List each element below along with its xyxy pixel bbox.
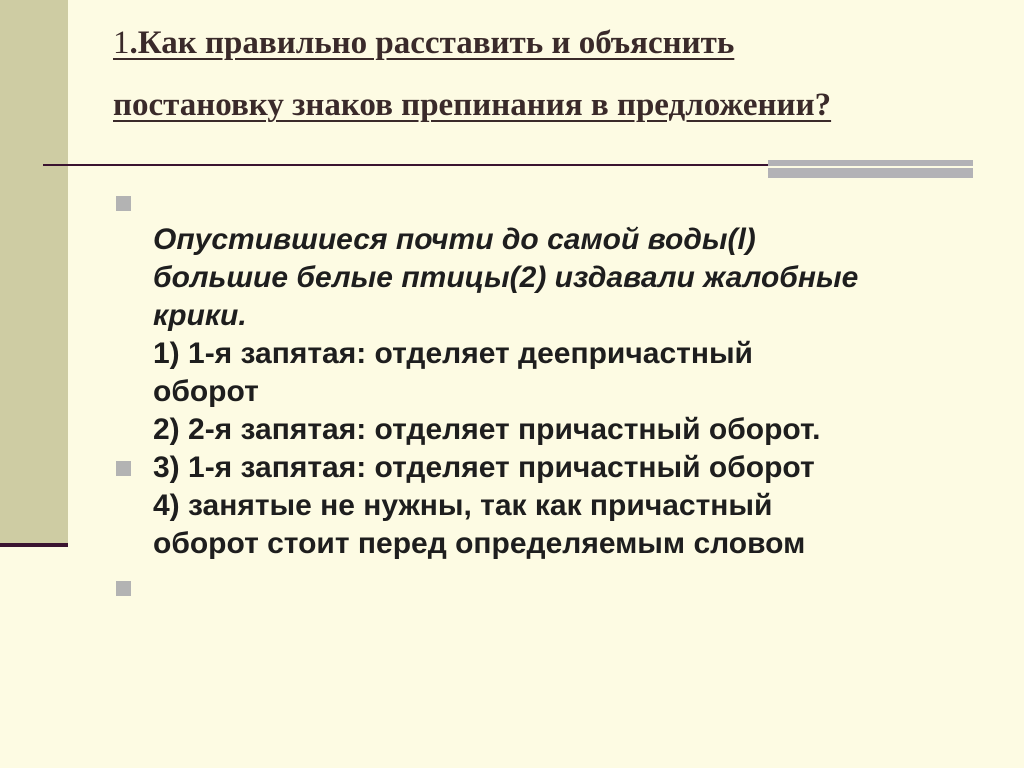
title-accent-bar bbox=[768, 160, 973, 178]
option-line: оборот стоит перед определяемым словом bbox=[153, 527, 806, 560]
title-line-1-text: .Как правильно расставить и объяснить bbox=[129, 25, 735, 61]
title-line-1 bbox=[113, 12, 993, 74]
bullet-marker bbox=[116, 461, 131, 476]
title-line-2: постановку знаков препинания в предложении? bbox=[113, 87, 832, 123]
sentence-line: крики. bbox=[153, 299, 247, 332]
side-band bbox=[0, 0, 68, 546]
option-line: оборот bbox=[153, 375, 259, 408]
option-line: 2) 2-я запятая: отделяет причастный оборот. bbox=[153, 413, 821, 446]
sentence-line: большие белые птицы(2) издавали жалобные bbox=[153, 261, 859, 294]
option-line: 1) 1-я запятая: отделяет деепричастный bbox=[153, 337, 753, 370]
title-number: 1 bbox=[113, 25, 130, 61]
sentence-line: Опустившиеся почти до самой воды(l) bbox=[153, 223, 756, 256]
bullet-marker bbox=[116, 581, 131, 596]
slide-body bbox=[153, 221, 993, 563]
option-line: 4) занятые не нужны, так как причастный bbox=[153, 489, 773, 522]
side-rule bbox=[0, 543, 68, 547]
bullet-marker bbox=[116, 196, 131, 211]
slide-title bbox=[113, 12, 993, 136]
option-line: 3) 1-я запятая: отделяет причастный оборот bbox=[153, 451, 815, 484]
